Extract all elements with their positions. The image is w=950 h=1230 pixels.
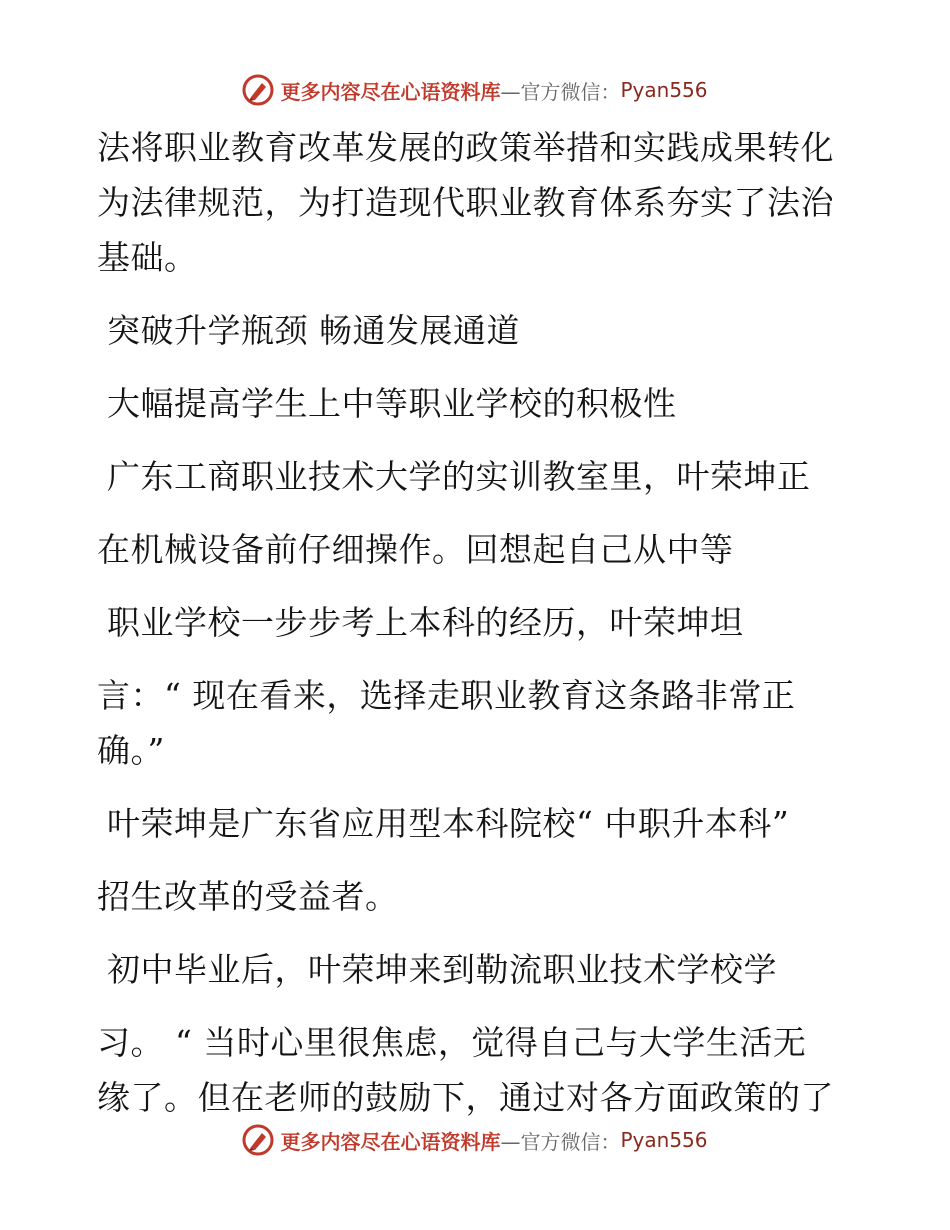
text-line: 大幅提高学生上中等职业学校的积极性 (107, 384, 677, 423)
text-line: 言：“ 现在看来，选择走职业教育这条路非常正 (97, 676, 796, 715)
text-line: 缘了。但在老师的鼓励下，通过对各方面政策的了 (97, 1078, 834, 1117)
document-body (97, 120, 857, 1143)
paragraph (97, 668, 857, 778)
header-banner (0, 70, 950, 110)
text-line: 职业学校一步步考上本科的经历，叶荣坤坦 (107, 603, 744, 642)
text-line: 在机械设备前仔细操作。回想起自己从中等 (97, 530, 734, 569)
footer-title: 更多内容尽在心语资料库 (280, 1129, 501, 1154)
footer-banner (0, 1120, 950, 1160)
paragraph (97, 869, 857, 924)
text-line: 初中毕业后，叶荣坤来到勒流职业技术学校学 (107, 950, 777, 989)
paragraph (97, 1015, 857, 1125)
text-line: 为法律规范，为打造现代职业教育体系夯实了法治 (97, 183, 834, 222)
text-line: 招生改革的受益者。 (97, 877, 399, 916)
text-line: 广东工商职业技术大学的实训教室里，叶荣坤正 (107, 457, 811, 496)
paragraph (97, 522, 857, 577)
text-line: 叶荣坤是广东省应用型本科院校“ 中职升本科” (107, 804, 790, 843)
text-line: 基础。 (97, 238, 198, 277)
pen-logo-icon (242, 74, 274, 106)
header-title: 更多内容尽在心语资料库 (280, 79, 501, 104)
pen-logo-icon (242, 1124, 274, 1156)
text-line: 确。” (97, 731, 165, 770)
footer-wechat-id: Pyan556 (620, 1128, 708, 1152)
header-wechat-id: Pyan556 (620, 78, 708, 102)
paragraph (97, 796, 857, 851)
text-line: 法将职业教育改革发展的政策举措和实践成果转化 (97, 128, 834, 167)
paragraph (97, 449, 857, 504)
paragraph (97, 942, 857, 997)
sub-heading (97, 376, 857, 431)
text-line: 突破升学瓶颈 畅通发展通道 (107, 311, 520, 350)
paragraph (97, 595, 857, 650)
footer-wechat-label: —官方微信： (500, 1129, 621, 1154)
header-wechat-label: —官方微信： (500, 79, 621, 104)
paragraph (97, 120, 857, 285)
section-heading (97, 303, 857, 358)
text-line: 习。 “ 当时心里很焦虑，觉得自己与大学生活无 (97, 1023, 807, 1062)
